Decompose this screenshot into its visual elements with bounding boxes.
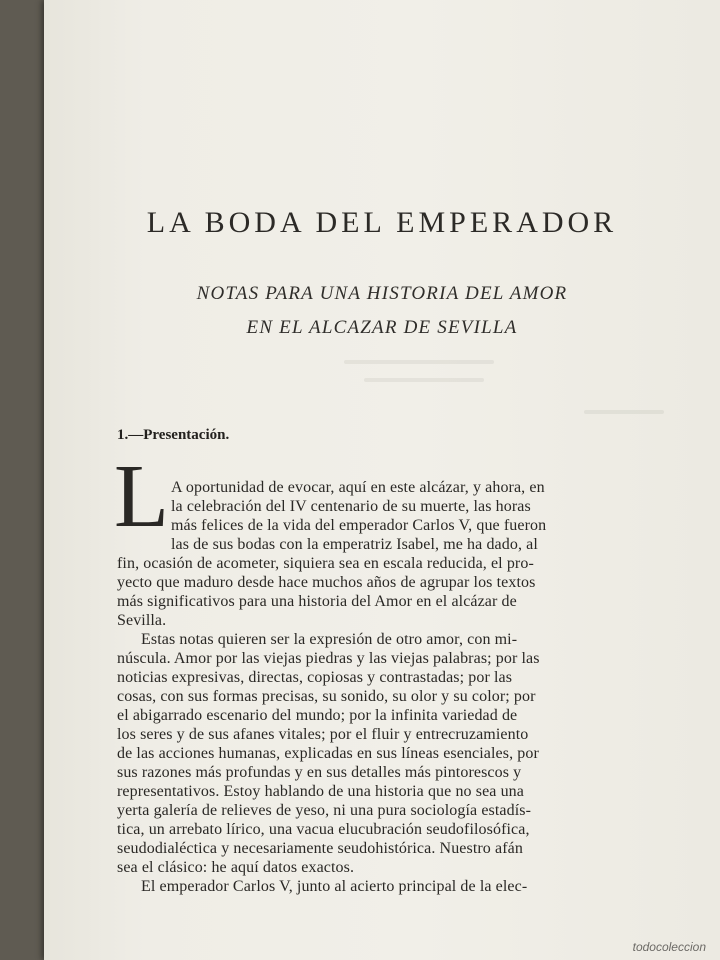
body-line: Estas notas quieren ser la expresión de otro amor, con mi- [141, 631, 518, 648]
body-line: los seres y de sus afanes vitales; por el fluir y entrecruzamiento [117, 726, 529, 743]
body-line: de las acciones humanas, explicadas en sus líneas esenciales, por [117, 745, 539, 762]
body-line: yecto que maduro desde hace muchos años de agrupar los textos [117, 574, 536, 591]
body-line: el abigarrado escenario del mundo; por la infinita variedad de [117, 707, 518, 724]
section-heading: 1.—Presentación. [117, 427, 230, 443]
body-line: representativos. Estoy hablando de una historia que no sea una [117, 783, 524, 800]
body-line: cosas, con sus formas precisas, su sonido, su olor y su color; por [117, 688, 536, 705]
show-through-mark [364, 378, 484, 382]
chapter-subtitle-line-1: NOTAS PARA UNA HISTORIA DEL AMOR [196, 283, 568, 304]
body-line: más felices de la vida del emperador Carlos V, que fueron [171, 517, 547, 534]
chapter-subtitle-line-2: EN EL ALCAZAR DE SEVILLA [246, 317, 518, 338]
body-line: yerta galería de relieves de yeso, ni una pura sociología estadís- [117, 802, 531, 819]
body-line: Sevilla. [117, 612, 167, 629]
drop-cap: L [114, 447, 169, 546]
body-line: El emperador Carlos V, junto al acierto principal de la elec- [141, 878, 528, 895]
book-page [44, 0, 720, 960]
body-line: noticias expresivas, directas, copiosas y contrastadas; por las [117, 669, 513, 686]
watermark: todocoleccion [632, 940, 706, 954]
body-line: la celebración del IV centenario de su muerte, las horas [171, 498, 531, 515]
body-line: fin, ocasión de acometer, siquiera sea en escala reducida, el pro- [117, 555, 534, 572]
body-line: seudodialéctica y necesariamente seudohistórica. Nuestro afán [117, 840, 523, 857]
show-through-mark [344, 360, 494, 364]
body-line: tica, un arrebato lírico, una vacua elucubración seudofilosófica, [117, 821, 530, 838]
body-line: A oportunidad de evocar, aquí en este alcázar, y ahora, en [171, 479, 545, 496]
body-line: sus razones más profundas y en sus detalles más pintorescos y [117, 764, 522, 781]
body-line: núscula. Amor por las viejas piedras y las viejas palabras; por las [117, 650, 540, 667]
body-line: más significativos para una historia del Amor en el alcázar de [117, 593, 517, 610]
body-line: las de sus bodas con la emperatriz Isabel, me ha dado, al [171, 536, 538, 553]
show-through-mark [584, 410, 664, 414]
chapter-title: LA BODA DEL EMPERADOR [146, 206, 618, 239]
body-line: sea el clásico: he aquí datos exactos. [117, 859, 355, 876]
